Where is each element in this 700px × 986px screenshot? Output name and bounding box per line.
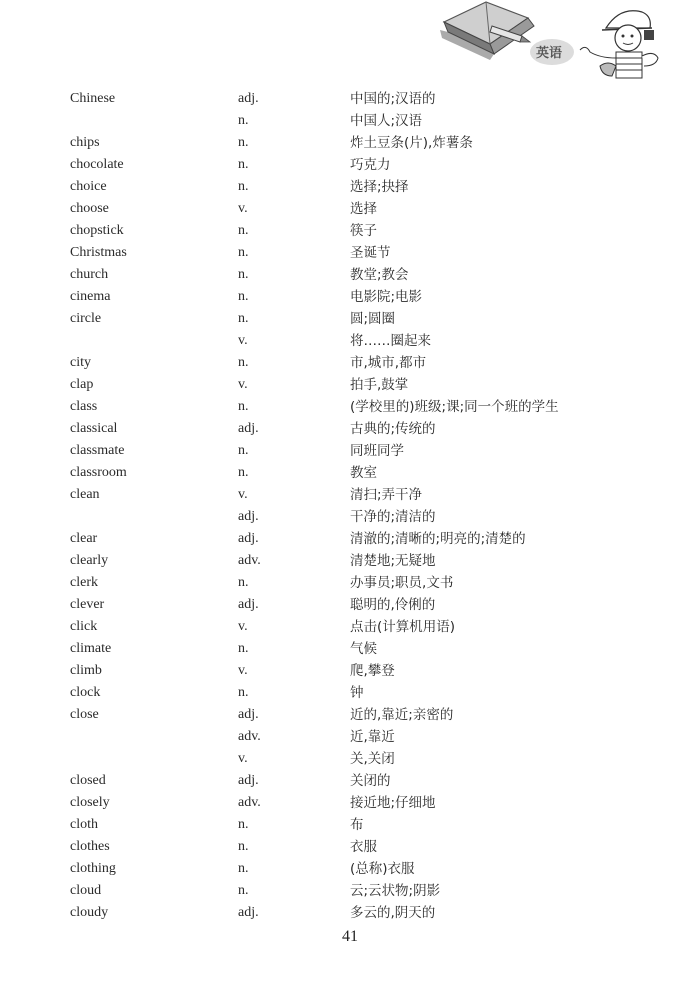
part-of-speech: v. [238,377,248,392]
vocab-entry [70,682,630,704]
part-of-speech: v. [238,619,248,634]
vocab-entry [70,418,630,440]
vocab-definition: 圆;圆圈 [350,311,396,327]
vocab-word: chocolate [70,157,124,172]
vocab-word: clothing [70,861,116,876]
vocab-entry [70,396,630,418]
vocab-definition: 巧克力 [350,157,391,173]
vocab-definition: 点击(计算机用语) [350,619,456,635]
vocab-word: close [70,707,99,722]
vocab-word: classical [70,421,118,436]
subject-badge-label: 英语 [536,46,563,61]
vocab-entry [70,88,630,110]
part-of-speech: n. [238,399,249,414]
part-of-speech: v. [238,663,248,678]
vocab-entry [70,616,630,638]
part-of-speech: n. [238,267,249,282]
vocab-definition: 中国人;汉语 [350,113,423,129]
part-of-speech: n. [238,465,249,480]
vocab-definition: 清澈的;清晰的;明亮的;清楚的 [350,531,526,547]
vocab-entry [70,704,630,726]
part-of-speech: adj. [238,91,259,106]
vocab-word: Christmas [70,245,127,260]
vocab-definition: 关,关闭 [350,751,395,767]
vocab-word: city [70,355,91,370]
part-of-speech: n. [238,641,249,656]
header-illustration [430,0,700,82]
vocab-definition: 布 [350,817,364,833]
part-of-speech: adj. [238,707,259,722]
vocab-definition: 多云的,阴天的 [350,905,436,921]
vocab-word: clock [70,685,101,700]
vocab-entry [70,110,630,132]
vocab-entry [70,264,630,286]
vocab-definition: 近的,靠近;亲密的 [350,707,454,723]
part-of-speech: n. [238,839,249,854]
vocab-definition: 关闭的 [350,773,391,789]
vocab-definition: 圣诞节 [350,245,391,261]
vocab-definition: 选择;抉择 [350,179,409,195]
part-of-speech: adj. [238,509,259,524]
vocab-definition: 爬,攀登 [350,663,395,679]
subject-badge [530,39,574,65]
cartoon-boy-icon [580,11,658,78]
part-of-speech: n. [238,685,249,700]
vocab-definition: 选择 [350,201,377,217]
vocab-definition: 聪明的,伶俐的 [350,597,436,613]
vocab-definition: 钟 [350,685,364,701]
vocab-word: cloth [70,817,98,832]
vocab-entry [70,572,630,594]
vocab-word: clothes [70,839,110,854]
vocab-word: closely [70,795,110,810]
vocab-word: clearly [70,553,109,568]
vocab-entry [70,528,630,550]
vocab-word: closed [70,773,106,788]
vocab-entry [70,836,630,858]
vocab-entry [70,440,630,462]
vocab-definition: 气候 [350,641,377,657]
part-of-speech: n. [238,883,249,898]
vocab-entry [70,462,630,484]
vocab-word: cinema [70,289,111,304]
vocab-definition: 市,城市,都市 [350,355,427,371]
part-of-speech: n. [238,817,249,832]
vocab-word: Chinese [70,91,116,106]
part-of-speech: n. [238,355,249,370]
vocab-entry [70,594,630,616]
vocab-definition: 将……圈起来 [350,333,431,349]
vocab-entry [70,374,630,396]
vocab-word: clear [70,531,98,546]
page-number: 41 [342,928,358,945]
vocab-word: cloudy [70,905,109,920]
vocab-entry [70,902,630,924]
vocab-entry [70,330,630,352]
part-of-speech: adj. [238,905,259,920]
vocab-definition: 接近地;仔细地 [350,795,436,811]
vocab-definition: 古典的;传统的 [350,421,436,437]
vocab-word: church [70,267,109,282]
vocab-entry [70,550,630,572]
vocab-definition: 同班同学 [350,443,404,459]
open-book-icon [440,2,534,60]
part-of-speech: v. [238,751,248,766]
vocab-word: classmate [70,443,125,458]
part-of-speech: n. [238,289,249,304]
vocab-definition: 电影院;电影 [350,289,423,305]
vocab-definition: 清楚地;无疑地 [350,553,436,569]
part-of-speech: adj. [238,597,259,612]
vocab-entry [70,308,630,330]
vocab-entry [70,352,630,374]
vocab-entry [70,132,630,154]
vocab-entry [70,220,630,242]
vocab-entry [70,506,630,528]
vocab-definition: 拍手,鼓掌 [350,377,409,393]
vocab-definition: 中国的;汉语的 [350,91,436,107]
vocab-definition: (总称)衣服 [350,861,415,877]
vocab-word: chips [70,135,100,150]
part-of-speech: adv. [238,729,261,744]
part-of-speech: v. [238,487,248,502]
vocab-entry [70,880,630,902]
vocab-entry [70,726,630,748]
vocab-word: chopstick [70,223,124,238]
part-of-speech: n. [238,443,249,458]
part-of-speech: adj. [238,421,259,436]
part-of-speech: n. [238,135,249,150]
vocab-entry [70,242,630,264]
vocab-entry [70,154,630,176]
vocab-definition: 衣服 [350,839,377,855]
vocab-entry [70,638,630,660]
part-of-speech: n. [238,157,249,172]
vocab-word: clean [70,487,100,502]
part-of-speech: n. [238,245,249,260]
vocab-entry [70,286,630,308]
vocab-definition: 教堂;教会 [350,267,409,283]
vocab-word: classroom [70,465,127,480]
vocab-entry [70,176,630,198]
part-of-speech: n. [238,113,249,128]
vocab-word: climate [70,641,112,656]
vocab-entry [70,770,630,792]
vocab-word: click [70,619,98,634]
part-of-speech: adj. [238,773,259,788]
vocab-entry [70,484,630,506]
vocab-word: clap [70,377,94,392]
part-of-speech: n. [238,861,249,876]
vocab-definition: 炸土豆条(片),炸薯条 [350,135,473,151]
vocab-definition: (学校里的)班级;课;同一个班的学生 [350,399,559,415]
vocab-entry [70,748,630,770]
part-of-speech: adv. [238,553,261,568]
vocab-word: clever [70,597,105,612]
part-of-speech: adv. [238,795,261,810]
vocab-entry [70,858,630,880]
vocab-word: circle [70,311,102,326]
vocab-definition: 筷子 [350,223,377,239]
vocab-word: clerk [70,575,98,590]
vocab-entry [70,792,630,814]
vocab-entry [70,198,630,220]
vocab-definition: 办事员;职员,文书 [350,575,454,591]
part-of-speech: v. [238,201,248,216]
vocab-word: choice [70,179,107,194]
vocab-definition: 云;云状物;阴影 [350,883,441,899]
vocab-definition: 干净的;清洁的 [350,509,436,525]
vocab-definition: 清扫;弄干净 [350,487,423,503]
vocab-definition: 教室 [350,465,377,481]
part-of-speech: n. [238,575,249,590]
vocab-entry [70,814,630,836]
vocab-word: class [70,399,98,414]
vocab-word: cloud [70,883,102,898]
part-of-speech: n. [238,179,249,194]
part-of-speech: adj. [238,531,259,546]
vocab-word: choose [70,201,109,216]
vocab-entry [70,660,630,682]
part-of-speech: n. [238,223,249,238]
part-of-speech: n. [238,311,249,326]
part-of-speech: v. [238,333,248,348]
vocab-word: climb [70,663,102,678]
vocabulary-list [70,88,630,924]
vocab-definition: 近,靠近 [350,729,395,745]
